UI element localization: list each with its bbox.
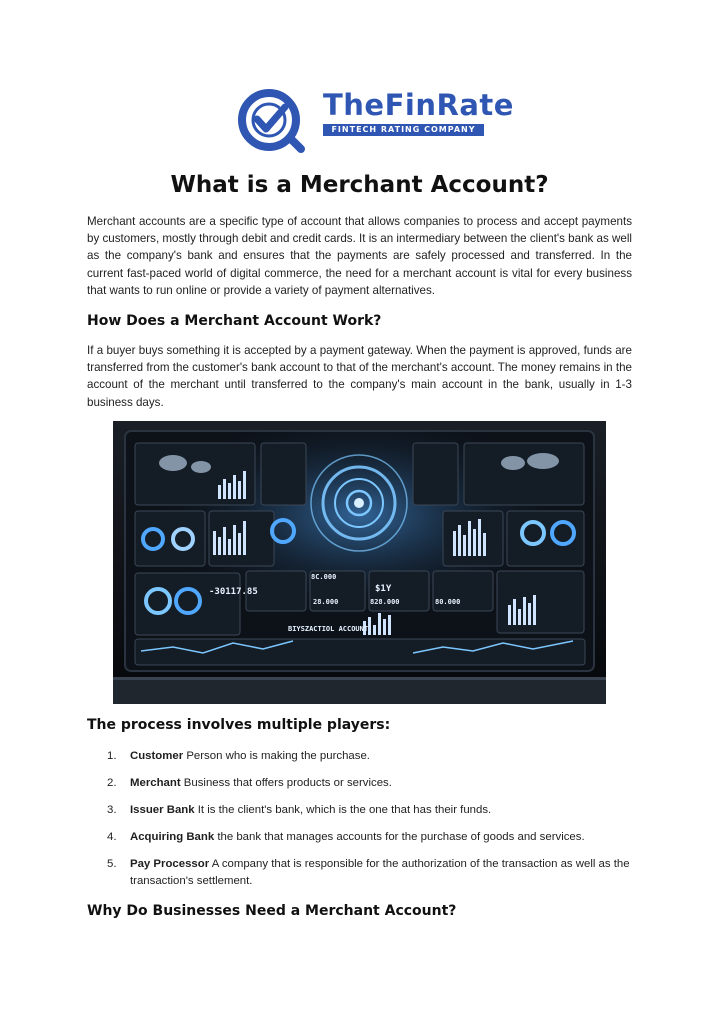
image-label-mid2: 8C.000 [311, 573, 337, 581]
section-heading-how: How Does a Merchant Account Work? [87, 313, 382, 329]
brand-name: TheFinRate [323, 88, 514, 122]
thefinrate-logo [235, 86, 514, 156]
how-paragraph: If a buyer buys something it is accepted by a payment gateway. When the payment is approved, funds are transferred from the customer's bank account to that of the merchant's account. The money remains in the account of the merchant until transferred to the company's main account in the bank, usually in 1-3 business days. [87, 344, 632, 409]
image-label-mid3: 28.000 [313, 598, 339, 606]
list-number: 5. [107, 858, 117, 870]
image-label-mid5: 80.000 [435, 598, 461, 606]
list-term: Merchant [130, 777, 181, 789]
image-label-mid1: $1Y [375, 584, 392, 594]
magnifier-checkmark-icon [235, 86, 315, 156]
section-heading-why: Why Do Businesses Need a Merchant Account? [87, 903, 457, 919]
list-desc: Business that offers products or services. [180, 777, 392, 789]
intro-paragraph: Merchant accounts are a specific type of account that allows companies to process and accept payments by customers, mostly through debit and credit cards. It is an intermediary between the client's bank as well as the company's bank and ensures that the payments are safely processed and transferred. In the current fast-paced world of digital commerce, the need for a merchant account is vital for every business that wants to run online or provide a variety of payment alternatives. [87, 215, 632, 297]
section-heading-players: The process involves multiple players: [87, 717, 391, 733]
list-desc: It is the client's bank, which is the one that has their funds. [194, 804, 492, 816]
list-term: Pay Processor [130, 858, 210, 870]
brand-tagline: FINTECH RATING COMPANY [323, 124, 484, 136]
image-label-center: BIYSZACTIOL ACCOUNT [288, 625, 369, 633]
list-number: 2. [107, 777, 117, 789]
image-label-left: -30117.85 [209, 587, 258, 597]
list-term: Customer [130, 750, 184, 762]
list-desc: Person who is making the purchase. [183, 750, 370, 762]
list-term: Issuer Bank [130, 804, 195, 816]
image-label-mid4: 828.000 [370, 598, 400, 606]
list-number: 4. [107, 831, 117, 843]
list-number: 1. [107, 750, 117, 762]
list-desc: the bank that manages accounts for the purchase of goods and services. [214, 831, 585, 843]
list-term: Acquiring Bank [130, 831, 215, 843]
merchant-dashboard-image [113, 421, 606, 704]
list-desc: A company that is responsible for the authorization of the transaction as well as the transaction's settlement. [130, 858, 630, 887]
list-number: 3. [107, 804, 117, 816]
page-title: What is a Merchant Account? [170, 172, 549, 198]
